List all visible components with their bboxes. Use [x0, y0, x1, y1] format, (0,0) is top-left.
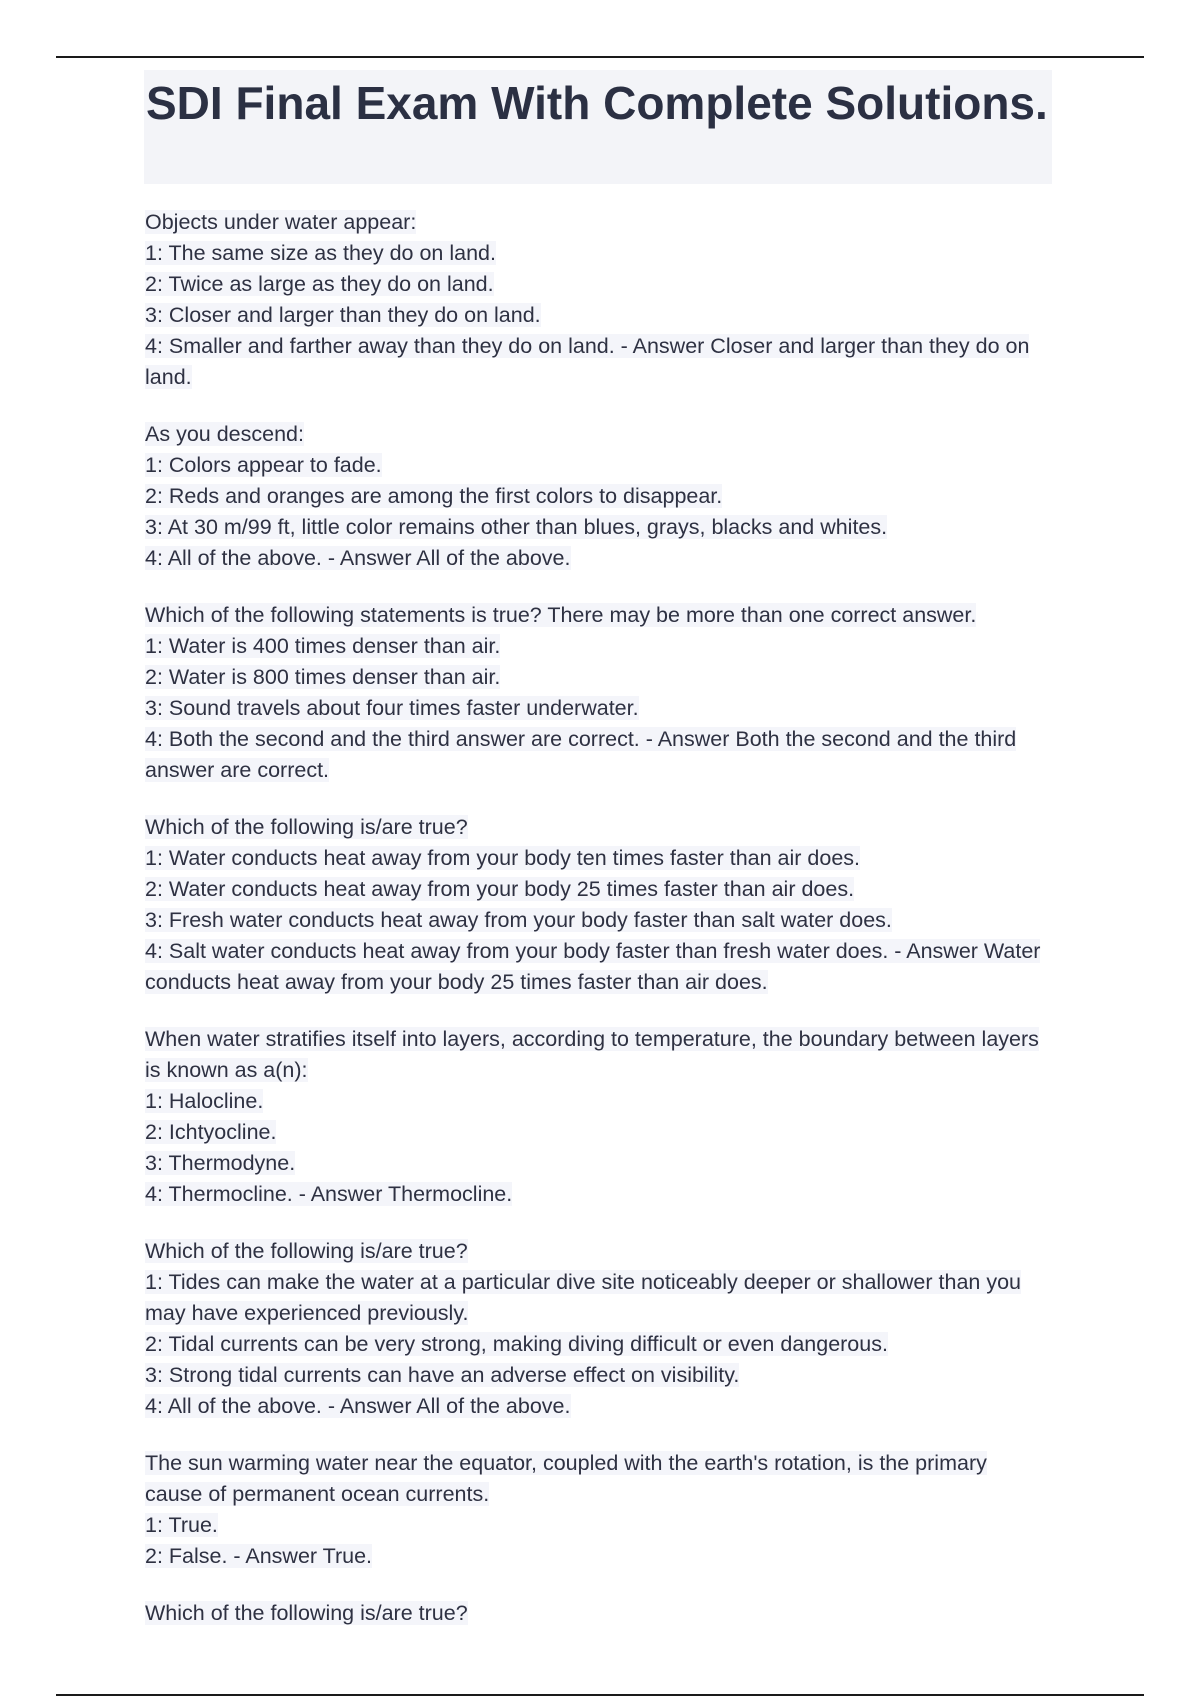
answer-option-with-solution: 4: Smaller and farther away than they do on land. - Answer Closer and larger than they do on land. — [145, 334, 1030, 389]
question-list — [145, 208, 1045, 1656]
question-block-8 — [145, 1599, 1045, 1630]
answer-option: 3: Sound travels about four times faster underwater. — [145, 696, 639, 720]
answer-option: 1: Water is 400 times denser than air. — [145, 634, 501, 658]
answer-option: 1: Tides can make the water at a particular dive site noticeably deeper or shallower than you may have experienced previously. — [145, 1270, 1022, 1325]
answer-option: 2: Tidal currents can be very strong, making diving difficult or even dangerous. — [145, 1332, 888, 1356]
question-text: Which of the following is/are true? — [145, 1239, 468, 1263]
bottom-rule — [56, 1694, 1144, 1696]
answer-option-with-solution: 2: False. - Answer True. — [145, 1544, 373, 1568]
question-text: Which of the following statements is true? There may be more than one correct answer. — [145, 603, 977, 627]
answer-option-with-solution: 4: All of the above. - Answer All of the above. — [145, 546, 571, 570]
answer-option: 2: Ichtyocline. — [145, 1120, 277, 1144]
question-block-6 — [145, 1237, 1045, 1423]
answer-option: 1: Halocline. — [145, 1089, 264, 1113]
question-text: When water stratifies itself into layers, according to temperature, the boundary between layers is known as a(n): — [145, 1027, 1039, 1082]
question-text: Which of the following is/are true? — [145, 815, 468, 839]
answer-option: 1: True. — [145, 1513, 218, 1537]
answer-option: 1: The same size as they do on land. — [145, 241, 496, 265]
question-block-1 — [145, 208, 1045, 394]
top-rule — [56, 56, 1144, 58]
answer-option: 2: Reds and oranges are among the first colors to disappear. — [145, 484, 723, 508]
answer-option: 3: Fresh water conducts heat away from your body faster than salt water does. — [145, 908, 892, 932]
answer-option: 1: Water conducts heat away from your body ten times faster than air does. — [145, 846, 861, 870]
answer-option: 3: At 30 m/99 ft, little color remains other than blues, grays, blacks and whites. — [145, 515, 888, 539]
question-block-5 — [145, 1025, 1045, 1211]
answer-option: 3: Strong tidal currents can have an adverse effect on visibility. — [145, 1363, 740, 1387]
answer-option: 1: Colors appear to fade. — [145, 453, 382, 477]
answer-option-with-solution: 4: Both the second and the third answer are correct. - Answer Both the second and the third answer are correct. — [145, 727, 1017, 782]
answer-option-with-solution: 4: Thermocline. - Answer Thermocline. — [145, 1182, 513, 1206]
answer-option: 3: Thermodyne. — [145, 1151, 296, 1175]
question-block-2 — [145, 420, 1045, 575]
answer-option-with-solution: 4: Salt water conducts heat away from your body faster than fresh water does. - Answer Water conducts heat away from your body 25 times faster than air does. — [145, 939, 1041, 994]
question-text: Which of the following is/are true? — [145, 1601, 468, 1625]
answer-option: 2: Water is 800 times denser than air. — [145, 665, 501, 689]
page-title: SDI Final Exam With Complete Solutions. — [146, 77, 1048, 129]
answer-option: 2: Water conducts heat away from your body 25 times faster than air does. — [145, 877, 855, 901]
answer-option-with-solution: 4: All of the above. - Answer All of the above. — [145, 1394, 571, 1418]
answer-option: 2: Twice as large as they do on land. — [145, 272, 494, 296]
question-block-7 — [145, 1449, 1045, 1573]
question-block-3 — [145, 601, 1045, 787]
question-text: As you descend: — [145, 422, 304, 446]
question-block-4 — [145, 813, 1045, 999]
question-text: Objects under water appear: — [145, 210, 417, 234]
title-banner — [144, 70, 1052, 184]
answer-option: 3: Closer and larger than they do on land. — [145, 303, 541, 327]
question-text: The sun warming water near the equator, coupled with the earth's rotation, is the primary cause of permanent ocean currents. — [145, 1451, 987, 1506]
